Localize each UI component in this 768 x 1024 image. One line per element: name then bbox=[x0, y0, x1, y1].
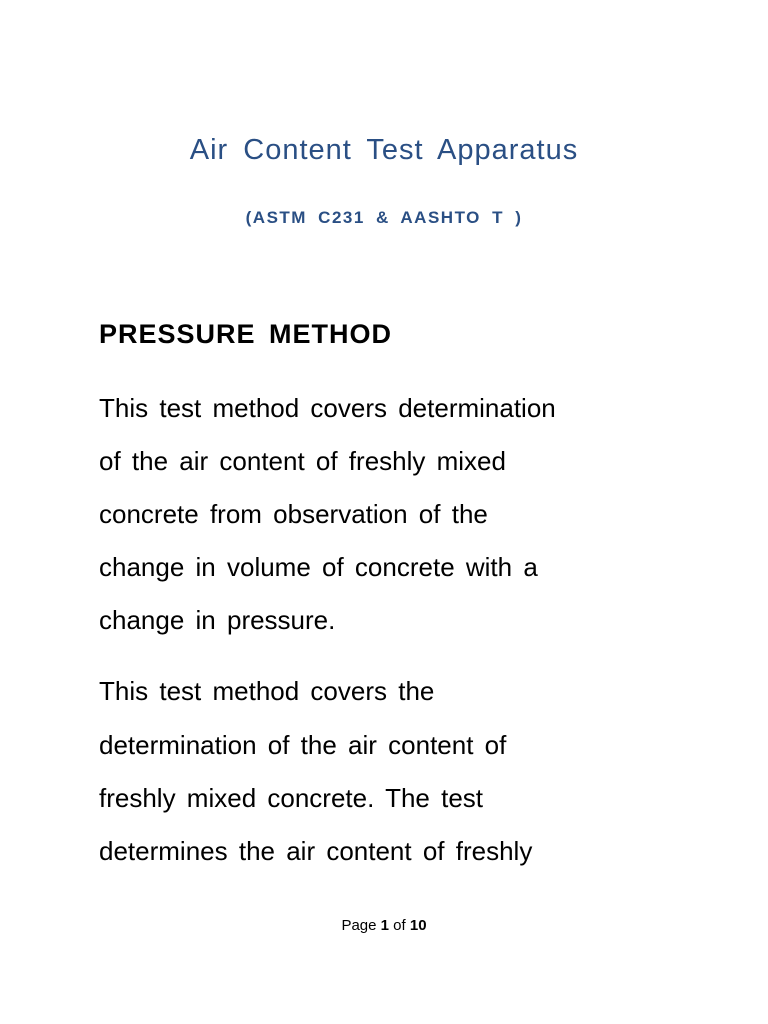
page-footer bbox=[0, 915, 768, 937]
paragraph-line: determines the air content of freshly bbox=[99, 836, 533, 866]
paragraph-line: This test method covers determination bbox=[99, 393, 556, 423]
current-page-number: 1 bbox=[380, 917, 389, 934]
paragraph-line: change in volume of concrete with a bbox=[99, 552, 538, 582]
paragraph-line: of the air content of freshly mixed bbox=[99, 446, 506, 476]
paragraph-line: concrete from observation of the bbox=[99, 499, 488, 529]
paragraph-line: This test method covers the bbox=[99, 676, 435, 706]
paragraph-line: freshly mixed concrete. The test bbox=[99, 783, 484, 813]
paragraph-line: determination of the air content of bbox=[99, 730, 507, 760]
paragraph-line: change in pressure. bbox=[99, 605, 336, 635]
document-subtitle: (ASTM C231 & AASHTO T ) bbox=[245, 208, 523, 227]
total-pages-number: 10 bbox=[409, 917, 427, 934]
document-title: Air Content Test Apparatus bbox=[189, 134, 579, 166]
of-label: of bbox=[393, 917, 406, 934]
section-heading: PRESSURE METHOD bbox=[99, 319, 393, 349]
page-label: Page bbox=[341, 917, 377, 934]
